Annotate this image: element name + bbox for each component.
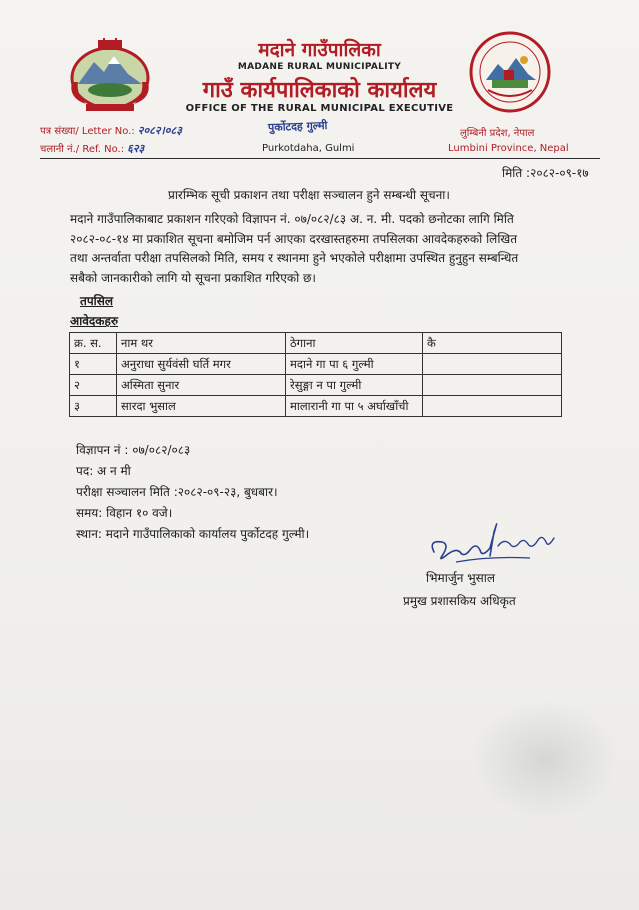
cell-address: मदाने गा पा ६ गुल्मी xyxy=(286,354,423,375)
ref-no xyxy=(40,141,144,156)
cell-name: अनुराधा सुर्यवंसी घर्ति मगर xyxy=(117,354,286,375)
municipality-name-np: मदाने गाउँपालिका xyxy=(258,39,381,61)
cell-serial: ३ xyxy=(70,396,117,417)
office-stamp-text: पुर्कोटदह गुल्मी xyxy=(267,118,328,135)
cell-name: अस्मिता सुनार xyxy=(117,375,286,396)
header-divider xyxy=(40,158,600,159)
tapasil-heading: तपसिल xyxy=(80,294,114,308)
cell-serial: २ xyxy=(70,375,117,396)
handwritten-signature xyxy=(420,512,560,572)
applicants-table xyxy=(69,332,562,417)
signatory-title: प्रमुख प्रशासकिय अधिकृत xyxy=(403,594,516,608)
signatory-name: भिमार्जुन भुसाल xyxy=(426,571,495,585)
ref-no-value: ६२३ xyxy=(127,142,145,155)
letter-no-label: पत्र संख्या/ Letter No.: xyxy=(40,126,135,137)
table-header-row xyxy=(70,333,562,354)
municipality-name-en: MADANE RURAL MUNICIPALITY xyxy=(237,62,402,72)
ref-no-label: चलानी नं./ Ref. No.: xyxy=(40,144,125,155)
cell-serial: १ xyxy=(70,354,117,375)
body-line: मदाने गाउँपालिकाबाट प्रकाशन गरिएको विज्ञापन नं. ०७/०८२/८३ अ. न. मी. पदको छनोटका लागि मिति xyxy=(70,212,514,226)
notice-date: मिति :२०८२-०९-१७ xyxy=(502,166,589,180)
province-en: Lumbini Province, Nepal xyxy=(448,143,569,154)
body-line: सबैको जानकारीको लागि यो सूचना प्रकाशित गरिएको छ। xyxy=(70,270,316,285)
place-en: Purkotdaha, Gulmi xyxy=(262,143,355,154)
letter-no xyxy=(40,123,182,138)
table-row xyxy=(70,354,562,375)
cell-remarks xyxy=(423,396,562,417)
exam-time: समय: विहान १० वजे। xyxy=(76,506,173,520)
header-address: ठेगाना xyxy=(286,333,423,354)
exam-details xyxy=(76,440,309,545)
table-row xyxy=(70,396,562,417)
exam-venue: स्थान: मदाने गाउँपालिकाको कार्यालय पुर्कोटदह गुल्मी। xyxy=(76,527,310,541)
cell-address: रेसुङ्गा न पा गुल्मी xyxy=(286,375,423,396)
office-name-en: OFFICE OF THE RURAL MUNICIPAL EXECUTIVE xyxy=(185,103,454,114)
cell-remarks xyxy=(423,354,562,375)
applicants-heading: आवेदकहरु xyxy=(70,314,119,328)
cell-remarks xyxy=(423,375,562,396)
header-serial: क्र. स. xyxy=(70,333,117,354)
header-remarks: कै xyxy=(423,333,562,354)
ad-number: विज्ञापन नं : ०७/०८२/०८३ xyxy=(76,443,191,457)
cell-address: मालारानी गा पा ५ अर्घाखाँची xyxy=(286,396,423,417)
province-np: लुम्बिनी प्रदेश, नेपाल xyxy=(460,128,535,139)
header-name: नाम थर xyxy=(117,333,286,354)
body-line: तथा अन्तर्वाता परीक्षा तपसिलको मिति, समय र स्थानमा हुने भएकोले परीक्षामा उपस्थित हुनुहुन सम्बन्धित xyxy=(70,251,519,265)
exam-date: परीक्षा सञ्चालन मिति :२०८२-०९-२३, बुधबार। xyxy=(76,485,278,499)
office-name-np: गाउँ कार्यपालिकाको कार्यालय xyxy=(202,78,437,103)
notice-subject: प्रारम्भिक सूची प्रकाशन तथा परीक्षा सञ्चालन हुने सम्बन्धी सूचना। xyxy=(168,188,450,202)
paper-stain xyxy=(470,700,620,820)
body-line: २०८२-०८-१४ मा प्रकाशित सूचना बमोजिम पर्न आएका दरखास्तहरुमा तपसिलका आवदेकहरुको लिखित xyxy=(70,231,518,246)
table-row xyxy=(70,375,562,396)
letter-no-value: २०८२।०८३ xyxy=(137,124,182,137)
cell-name: सारदा भुसाल xyxy=(117,396,286,417)
post-name: पद: अ न मी xyxy=(76,464,131,478)
notice-body xyxy=(70,210,590,288)
